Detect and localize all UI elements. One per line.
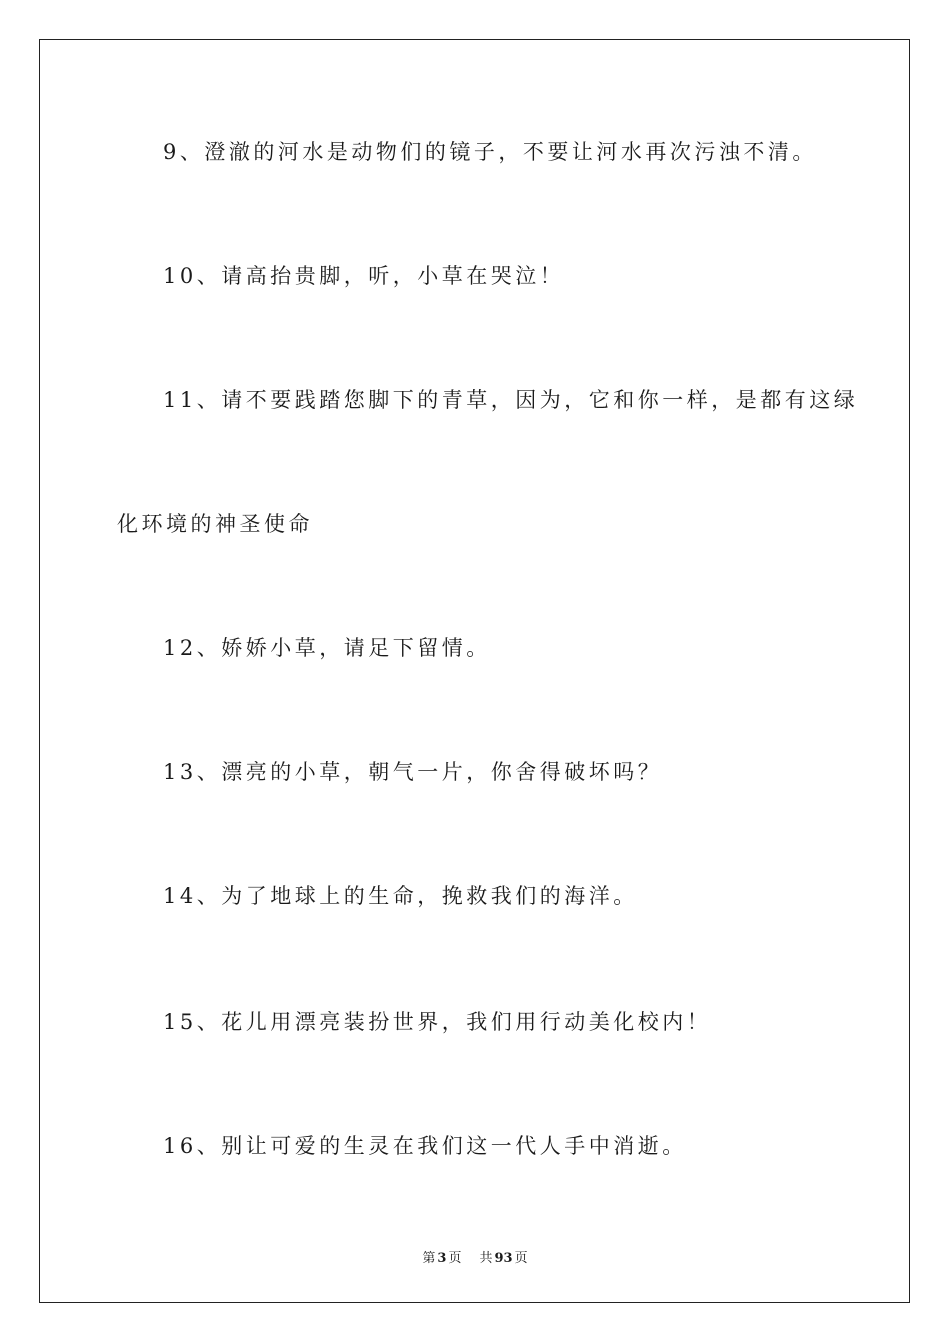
page-border (39, 39, 910, 1303)
text-line-13: 13、漂亮的小草，朝气一片，你舍得破坏吗？ (163, 760, 663, 784)
text-line-12: 12、娇娇小草，请足下留情。 (163, 636, 491, 660)
text-line-10: 10、请高抬贵脚，听，小草在哭泣！ (163, 264, 565, 288)
text-line-11-continued: 化环境的神圣使命 (117, 512, 313, 536)
footer-total-suffix: 页 (514, 1251, 528, 1266)
text-line-9: 9、澄澈的河水是动物们的镜子，不要让河水再次污浊不清。 (163, 140, 817, 164)
text-line-16: 16、别让可爱的生灵在我们这一代人手中消逝。 (163, 1134, 687, 1158)
footer-page-suffix: 页 (448, 1251, 462, 1266)
text-line-15: 15、花儿用漂亮装扮世界，我们用行动美化校内！ (163, 1010, 712, 1034)
footer-page-prefix: 第 (422, 1251, 436, 1266)
text-line-11: 11、请不要践踏您脚下的青草，因为，它和你一样，是都有这绿 (163, 388, 859, 412)
page-footer (0, 1247, 950, 1266)
footer-total-prefix: 共 (479, 1251, 493, 1266)
footer-page-number: 3 (437, 1251, 447, 1266)
text-line-14: 14、为了地球上的生命，挽救我们的海洋。 (163, 884, 638, 908)
footer-total-pages: 93 (494, 1251, 513, 1266)
